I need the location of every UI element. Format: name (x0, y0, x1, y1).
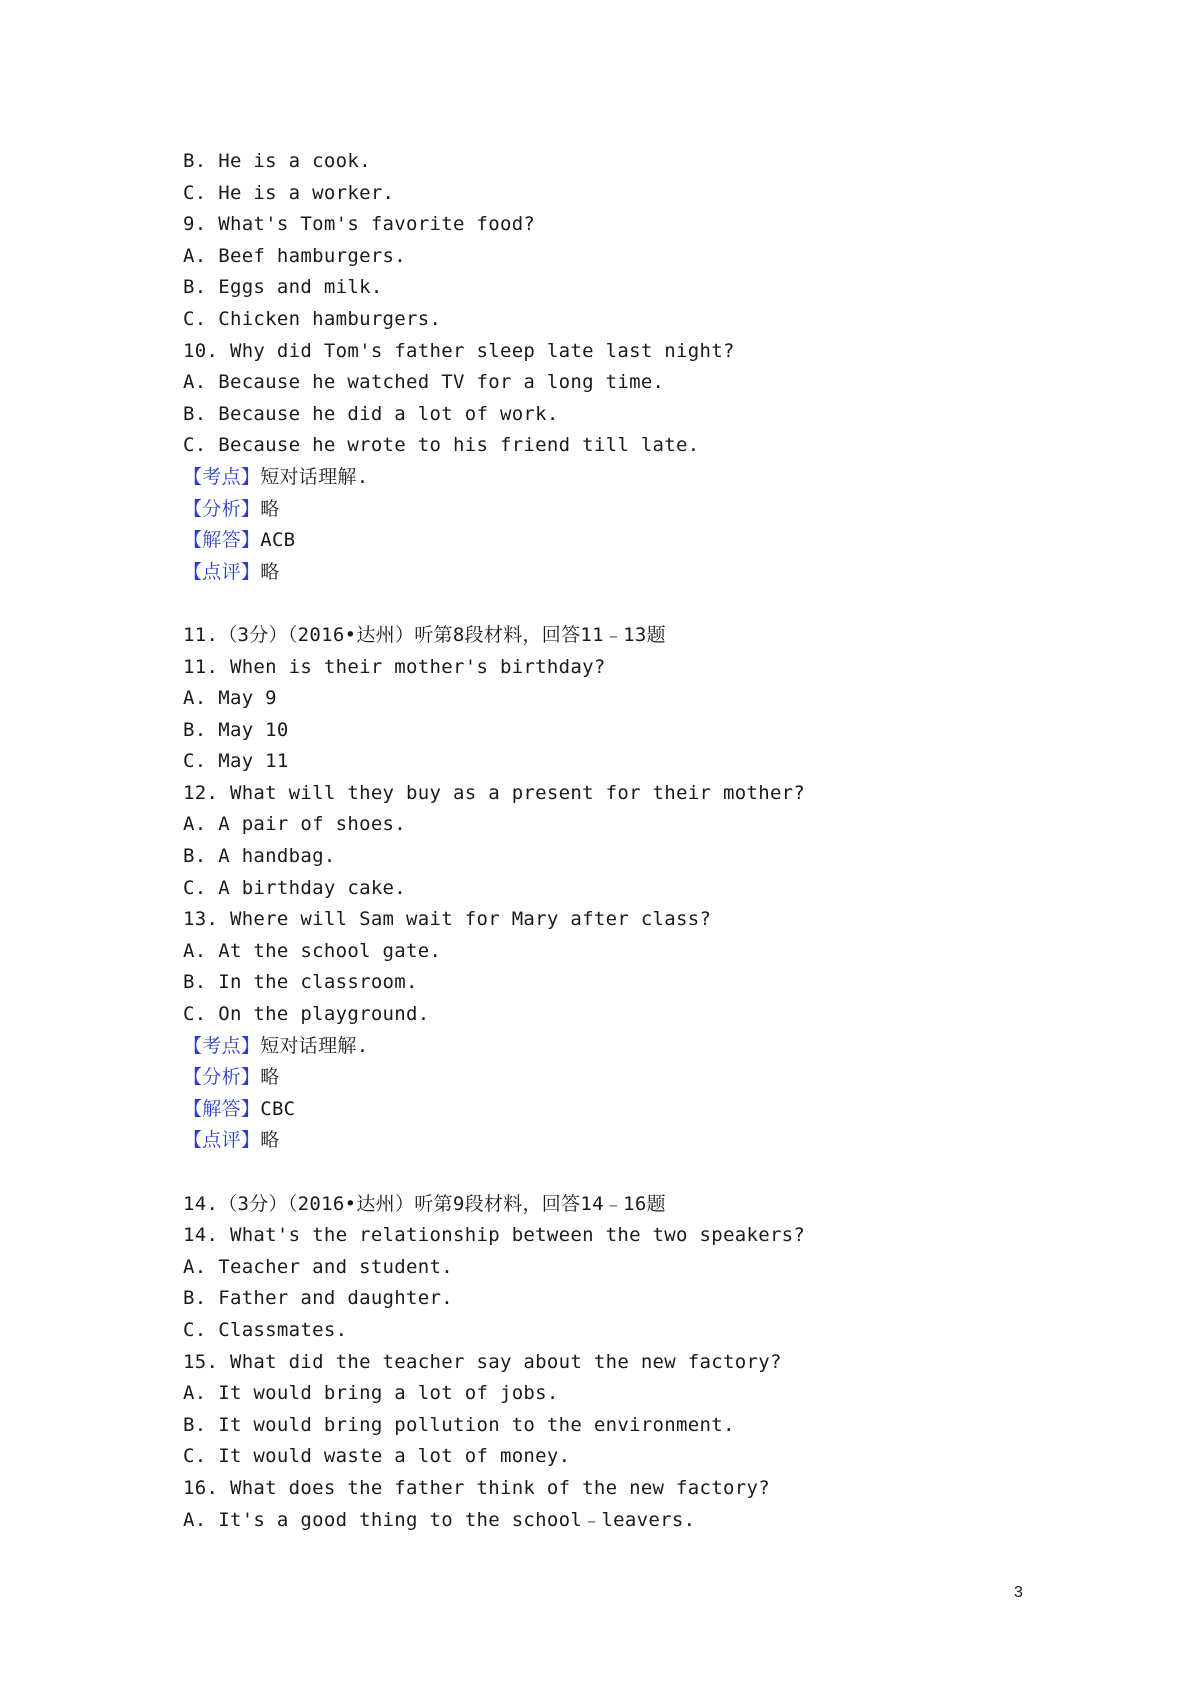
page-number: 3 (1014, 1584, 1023, 1601)
page-content (183, 146, 1083, 1536)
annotation-line (183, 494, 1083, 526)
text-line: B. A handbag. (183, 845, 336, 868)
annotation-tag: 【解答】 (183, 529, 261, 552)
text-line: C. Because he wrote to his friend till late. (183, 434, 700, 457)
text-line: C. Classmates. (183, 1318, 348, 1341)
annotation-tag: 【考点】 (183, 1034, 261, 1057)
text-line: C. On the playground. (183, 1003, 430, 1026)
text-line: 12. What will they buy as a present for their mother? (183, 781, 806, 804)
text-line: 11. When is their mother's birthday? (183, 655, 606, 678)
annotation-text: 略 (260, 560, 280, 583)
text-line: B. He is a cook. (183, 150, 371, 172)
text-line: A. It's a good thing to the school﹣leavers. (183, 1508, 696, 1531)
text-line: A. A pair of shoes. (183, 813, 407, 836)
annotation-tag: 【点评】 (183, 560, 261, 583)
annotation-line (183, 1094, 1083, 1126)
text-line: C. May 11 (183, 750, 289, 773)
annotation-tag: 【分析】 (183, 1066, 261, 1089)
block-spacer (183, 1157, 1083, 1189)
question-block (183, 620, 1083, 1157)
text-line: 10. Why did Tom's father sleep late last night? (183, 339, 735, 362)
text-line: A. Teacher and student. (183, 1255, 453, 1278)
question-block (183, 146, 1083, 588)
text-line: C. It would waste a lot of money. (183, 1445, 571, 1468)
text-line: 14. What's the relationship between the two speakers? (183, 1224, 806, 1247)
question-block (183, 1189, 1083, 1537)
text-line: B. Because he did a lot of work. (183, 402, 559, 425)
annotation-line (183, 1125, 1083, 1157)
annotation-text: 略 (260, 1066, 280, 1089)
text-line: A. May 9 (183, 687, 277, 710)
annotation-line (183, 1062, 1083, 1094)
block-spacer (183, 588, 1083, 620)
text-line: B. In the classroom. (183, 971, 418, 994)
annotation-line (183, 462, 1083, 494)
text-line: A. Beef hamburgers. (183, 244, 407, 267)
text-line: 14.（3分）（2016•达州）听第9段材料，回答14﹣16题 (183, 1192, 666, 1215)
text-line: A. It would bring a lot of jobs. (183, 1382, 559, 1405)
annotation-text: 短对话理解. (260, 465, 369, 488)
text-line: B. May 10 (183, 718, 289, 741)
text-line: A. At the school gate. (183, 939, 442, 962)
annotation-tag: 【解答】 (183, 1097, 261, 1120)
text-line: 11.（3分）（2016•达州）听第8段材料，回答11﹣13题 (183, 623, 666, 646)
annotation-tag: 【点评】 (183, 1129, 261, 1152)
annotation-tag: 【考点】 (183, 465, 261, 488)
annotation-line (183, 1031, 1083, 1063)
text-line: B. It would bring pollution to the environment. (183, 1413, 735, 1436)
annotation-text: 略 (260, 497, 280, 520)
text-line: C. He is a worker. (183, 181, 395, 204)
text-line: A. Because he watched TV for a long time. (183, 371, 665, 394)
text-line: B. Father and daughter. (183, 1287, 453, 1310)
text-line: 16. What does the father think of the new factory? (183, 1476, 770, 1499)
annotation-text: ACB (260, 529, 296, 552)
annotation-text: CBC (260, 1097, 296, 1120)
annotation-line (183, 557, 1083, 589)
annotation-text: 短对话理解. (260, 1034, 369, 1057)
annotation-tag: 【分析】 (183, 497, 261, 520)
text-line: 13. Where will Sam wait for Mary after class? (183, 908, 712, 931)
text-line: 15. What did the teacher say about the new factory? (183, 1350, 782, 1373)
text-line: C. Chicken hamburgers. (183, 307, 442, 330)
text-line: C. A birthday cake. (183, 876, 407, 899)
text-line: B. Eggs and milk. (183, 276, 383, 299)
text-line: 9. What's Tom's favorite food? (183, 213, 536, 236)
annotation-text: 略 (260, 1129, 280, 1152)
annotation-line (183, 525, 1083, 557)
